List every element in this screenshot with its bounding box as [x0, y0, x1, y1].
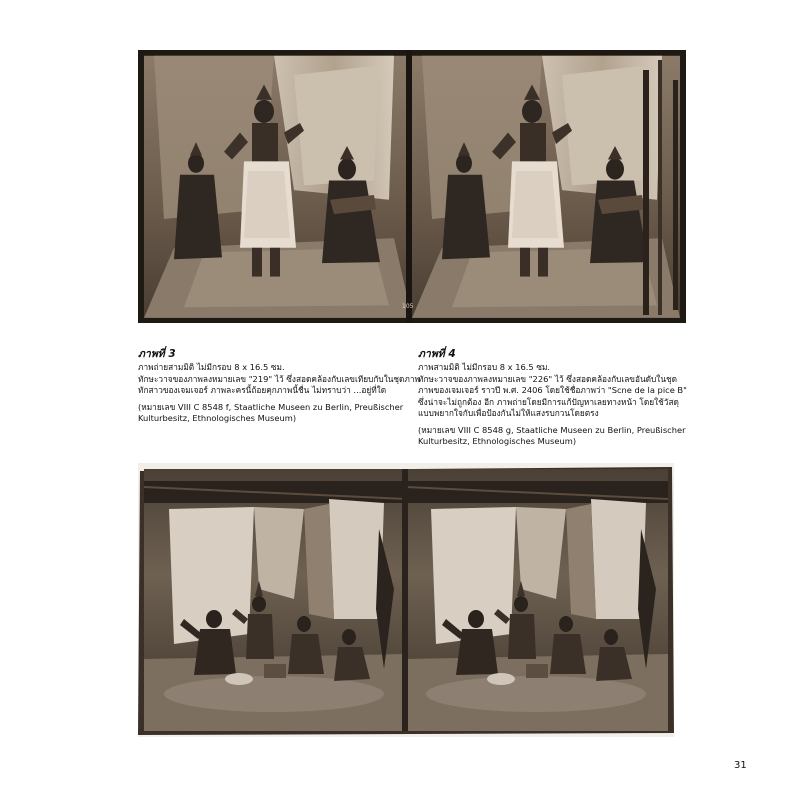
caption-figure-3: [138, 347, 421, 425]
figure-4-line-5: แบบพยากใจกับเพื่อป้องกันไม่ให้แสงรบกวนโดยตรง: [418, 408, 599, 418]
figure-4-line-2: ทักษะวาจของภาพลงหมายเลข "226" ไว้ ซึ่งสอดคล้องกับเลขอันดับในชุด: [418, 373, 678, 384]
stereo-photo-stage: [138, 463, 674, 737]
figure-4-title: ภาพที่ 4: [418, 348, 456, 360]
figure-4-source-line-1: (หมายเลข VIII C 8548 g, Staatliche Museen zu Berlin, Preußischer: [418, 424, 686, 435]
figure-4-line-4: ซึ่งน่าจะไม่ถูกต้อง อีก ภาพถ่ายโดยมีการแก้ปัญหาเลยทางหน้า โดยใช้วัสดุ: [418, 396, 679, 407]
figure-3-line-3: ทักสาวของเจมเจอร์ ภาพละครนี้ถ้อยคุกภาพนี้ชื่น ไม่ทราบว่า ...อยู่ที่ใด: [138, 385, 387, 395]
photo-mark: 105: [402, 303, 414, 310]
figure-4-source-line-2: Kulturbesitz, Ethnologisches Museum): [418, 436, 577, 446]
figure-3-source-line-1: (หมายเลข VIII C 8548 f, Staatliche Museen zu Berlin, Preußischer: [138, 401, 404, 412]
figure-3-line-1: ภาพถ่ายสามมิติ ไม่มีกรอบ 8 x 16.5 ซม.: [138, 362, 285, 372]
stereo-photo-dancers: [138, 50, 686, 323]
figure-3-title: ภาพที่ 3: [138, 348, 176, 360]
page-number: 31: [734, 760, 747, 771]
figure-4-line-1: ภาพสามมิติ ไม่มีกรอบ 8 x 16.5 ซม.: [418, 362, 551, 372]
figure-3-line-2: ทักษะวาจของภาพลงหมายเลข "219" ไว้ ซึ่งสอดคล้องกับเลขเทียบกับในชุดภาพ: [138, 373, 421, 384]
figure-4-line-3: ภาพของเจมเจอร์ ราวปี พ.ศ. 2406 โดยใช้ชื่อภาพว่า "Scne de la pice B": [418, 385, 687, 395]
figure-3-source-line-2: Kulturbesitz, Ethnologisches Museum): [138, 413, 297, 423]
caption-figure-4: [418, 347, 688, 448]
